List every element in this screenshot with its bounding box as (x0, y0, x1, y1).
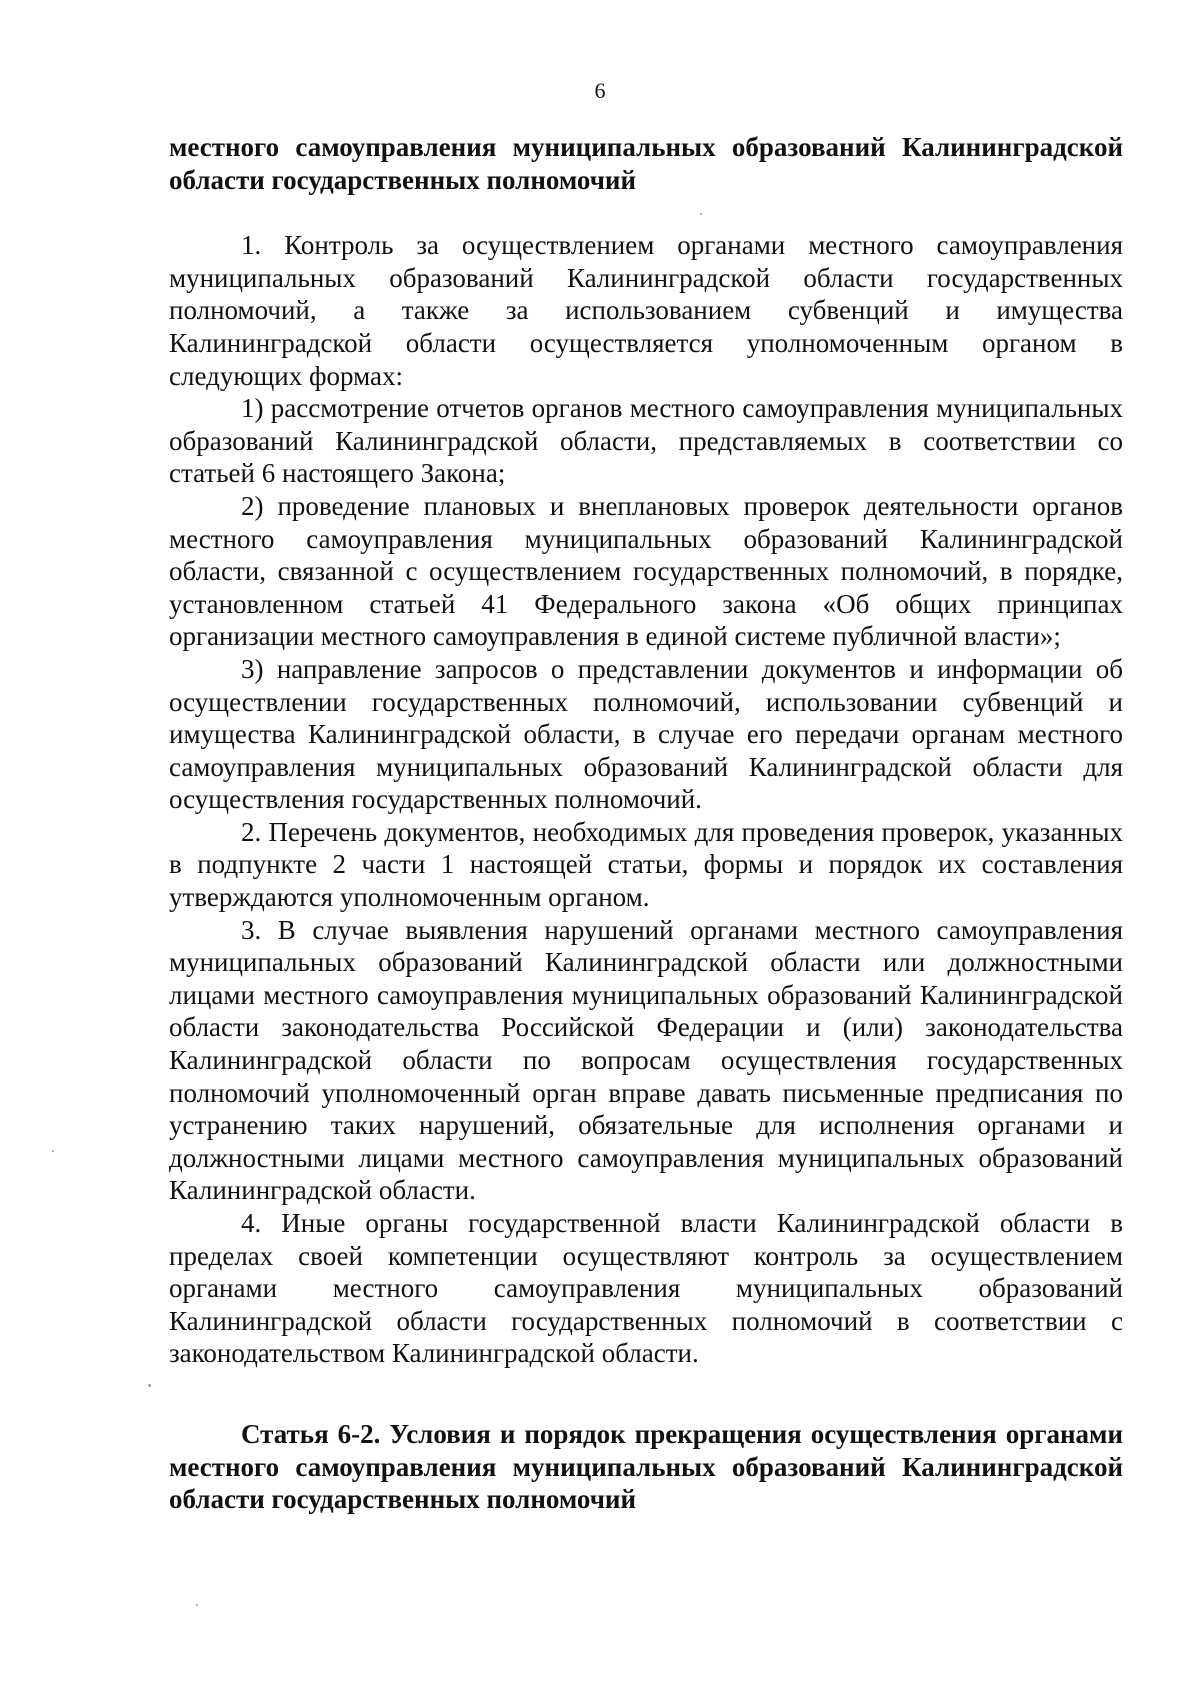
paragraph-part-1: 1. Контроль за осуществлением органами местного самоуправления муниципальных образований Калининградской области государственных полномочий, а также за использованием субвенций и имущества Калининградской области осуществляется уполномоченным органом в следующих формах: (169, 230, 1123, 391)
article-title: Статья 6-2. Условия и порядок прекращения осуществления органами местного самоуправления муниципальных образований Калининградской области государственных полномочий (169, 1418, 1123, 1515)
scan-speck (148, 1384, 151, 1387)
spacer (169, 196, 1123, 229)
scan-speck (700, 213, 702, 215)
paragraph-part-3: 3. В случае выявления нарушений органами местного самоуправления муниципальных образований Калининградской области или должностными лицами местного самоуправления муниципальных образований Калининградской области законодательства Российской Федерации и (или) законодательства Калининградской области по вопросам осуществления государственных полномочий уполномоченный орган вправе давать письменные предписания по устранению таких нарушений, обязательные для исполнения органами и должностными лицами местного самоуправления муниципальных образований Калининградской области. (169, 914, 1123, 1206)
spacer (169, 1370, 1123, 1418)
paragraph-item-2: 2) проведение плановых и внеплановых проверок деятельности органов местного самоуправления муниципальных образований Калининградской области, связанной с осуществлением государственных полномочий, в порядке, установленном статьей 41 Федерального закона «Об общих принципах организации местного самоуправления в единой системе публичной власти»; (169, 490, 1123, 652)
scan-speck (196, 1604, 198, 1606)
document-body (169, 131, 1123, 1516)
paragraph-item-3: 3) направление запросов о представлении документов и информации об осуществлении государственных полномочий, использовании субвенций и имущества Калининградской области, в случае его передачи органам местного самоуправления муниципальных образований Калининградской области для осуществления государственных полномочий. (169, 653, 1123, 815)
scan-speck (52, 1150, 54, 1152)
page-number: 6 (594, 78, 606, 103)
paragraph-item-1: 1) рассмотрение отчетов органов местного самоуправления муниципальных образований Калининградской области, представляемых в соответствии со статьей 6 настоящего Закона; (169, 393, 1123, 489)
section-heading: местного самоуправления муниципальных образований Калининградской области государственных полномочий (169, 132, 1123, 195)
paragraph-part-2: 2. Перечень документов, необходимых для проведения проверок, указанных в подпункте 2 части 1 настоящей статьи, формы и порядок их составления утверждаются уполномоченным органом. (169, 816, 1123, 913)
paragraph-part-4: 4. Иные органы государственной власти Калининградской области в пределах своей компетенции осуществляют контроль за осуществлением органами местного самоуправления муниципальных образований Калининградской области государственных полномочий в соответствии с законодательством Калининградской области. (169, 1208, 1123, 1369)
